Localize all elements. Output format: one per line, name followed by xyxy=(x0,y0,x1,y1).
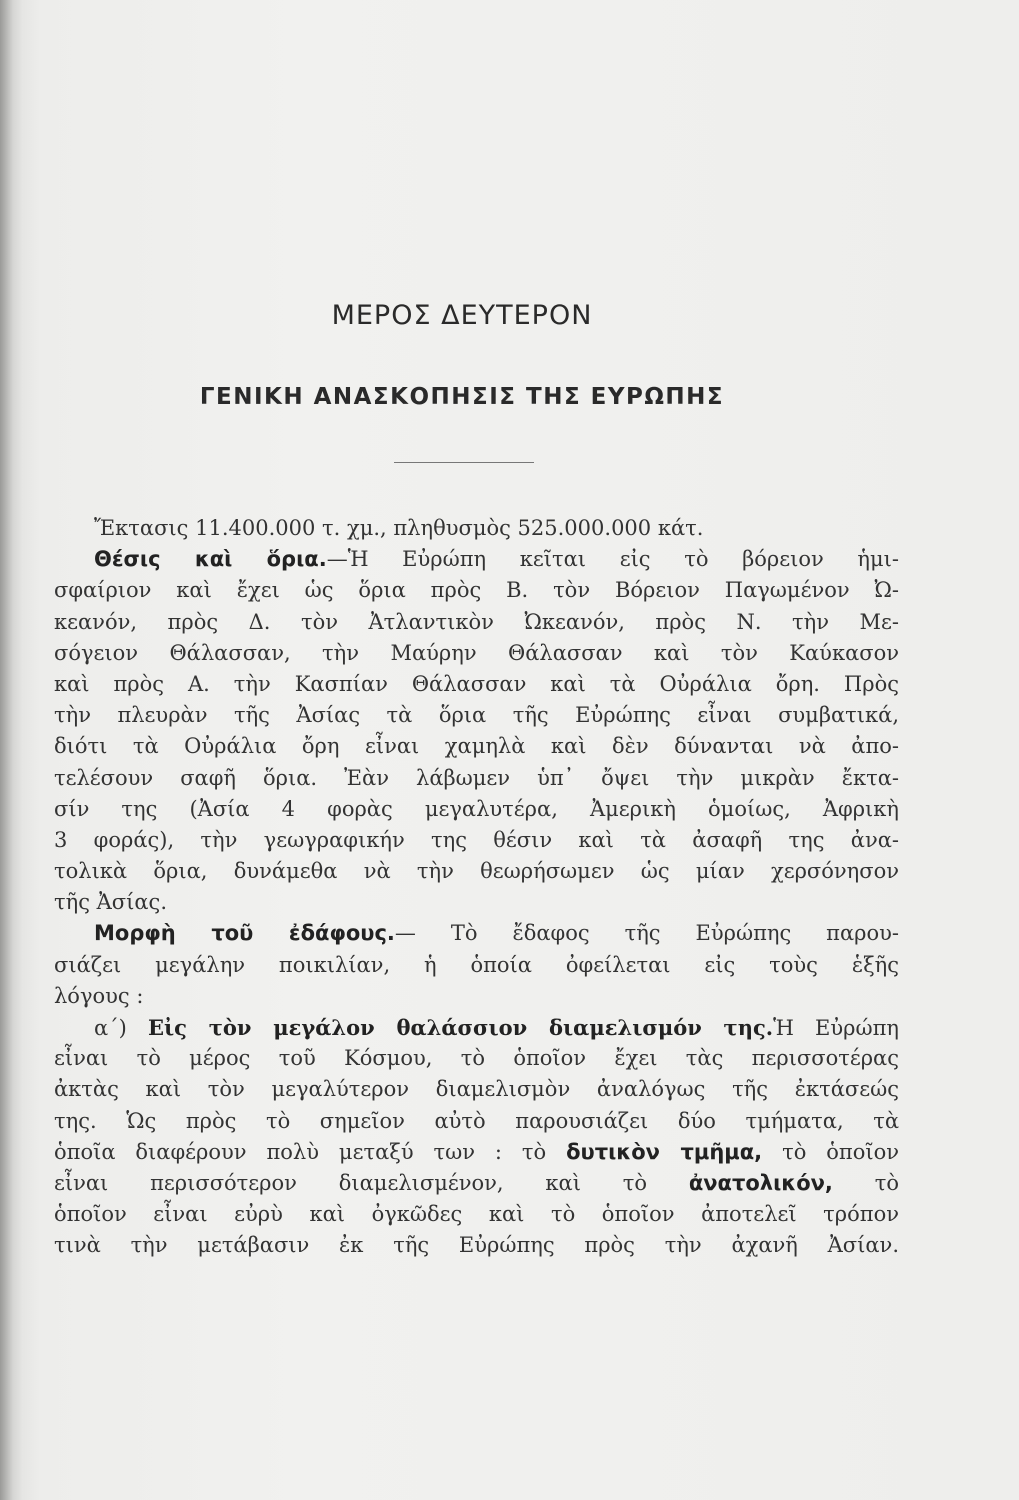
body-text xyxy=(54,513,899,1262)
part-title: ΜΕΡΟΣ ΔΕΥΤΕΡΟΝ xyxy=(331,300,593,331)
list-marker: α´) xyxy=(94,1016,127,1040)
emphasis-eastern-part: ἀνατολικόν, xyxy=(688,1170,833,1195)
emphasis-western-part: δυτικὸν τμῆμα, xyxy=(566,1139,763,1164)
paragraph-line: σφαίριον καὶ ἔχει ὡς ὅρια πρὸς Β. τὸν Βόρειον Παγωμένον Ὠ- xyxy=(54,578,899,603)
paragraph-line: τολικὰ ὅρια, δυνάμεθα νὰ τὴν θεωρήσωμεν ὡς μίαν χερσόνησον xyxy=(54,859,899,884)
section-heading-position: Θέσις καὶ ὅρια. xyxy=(94,547,327,572)
paragraph-line: διότι τὰ Οὐράλια ὄρη εἶναι χαμηλὰ καὶ δὲν δύνανται νὰ ἀπο- xyxy=(54,734,899,759)
paragraph-line: Θέσις καὶ ὅρια.—Ἡ Εὐρώπη κεῖται εἰς τὸ βόρειον ἡμι- xyxy=(94,547,899,572)
paragraph-line: κεανόν, πρὸς Δ. τὸν Ἀτλαντικὸν Ὠκεανόν, πρὸς Ν. τὴν Με- xyxy=(54,609,899,634)
paragraph-line: λόγους : xyxy=(54,983,144,1008)
paragraph-line: ὁποῖον εἶναι εὐρὺ καὶ ὀγκῶδες καὶ τὸ ὁποῖον ἀποτελεῖ τρόπον xyxy=(54,1202,899,1227)
chapter-title: ΓΕΝΙΚΗ ΑΝΑΣΚΟΠΗΣΙΣ ΤΗΣ ΕΥΡΩΠΗΣ xyxy=(199,384,725,410)
paragraph-line: τινὰ τὴν μετάβασιν ἐκ τῆς Εὐρώπης πρὸς τὴν ἀχανῆ Ἀσίαν. xyxy=(54,1233,899,1258)
subsection-heading-coastline: Εἰς τὸν μεγάλον θαλάσσιον διαμελισμόν της. xyxy=(148,1015,774,1040)
paragraph-line: Μορφὴ τοῦ ἐδάφους.— Τὸ ἔδαφος τῆς Εὐρώπης παρου- xyxy=(94,921,900,946)
paragraph-line: τελέσουν σαφῆ ὅρια. Ἐὰν λάβωμεν ὑπ᾽ ὄψει τὴν μικρὰν ἔκτα- xyxy=(54,765,899,790)
paragraph-line: σιάζει μεγάλην ποικιλίαν, ἡ ὁποία ὀφείλεται εἰς τοὺς ἑξῆς xyxy=(54,952,899,977)
paragraph-line: α´) Εἰς τὸν μεγάλον θαλάσσιον διαμελισμόν της.Ἡ Εὐρώπη xyxy=(94,1015,899,1040)
paragraph-line: ὁποῖα διαφέρουν πολὺ μεταξύ των : τὸ δυτικὸν τμῆμα, τὸ ὁποῖον xyxy=(54,1139,899,1164)
paragraph-line: σόγειον Θάλασσαν, τὴν Μαύρην Θάλασσαν καὶ τὸν Καύκασον xyxy=(54,640,899,665)
section-heading-terrain: Μορφὴ τοῦ ἐδάφους. xyxy=(94,921,395,946)
title-divider xyxy=(394,462,534,463)
paragraph-line: σίν της (Ἀσία 4 φορὰς μεγαλυτέρα, Ἀμερικὴ ὁμοίως, Ἀφρικὴ xyxy=(54,796,899,821)
paragraph-line: τῆς Ἀσίας. xyxy=(54,890,167,915)
binding-shadow xyxy=(0,0,22,1500)
paragraph-line: της. Ὡς πρὸς τὸ σημεῖον αὐτὸ παρουσιάζει δύο τμήματα, τὰ xyxy=(54,1108,899,1133)
paragraph-line: ἀκτὰς καὶ τὸν μεγαλύτερον διαμελισμὸν ἀναλόγως τῆς ἐκτάσεώς xyxy=(54,1077,899,1102)
paragraph-line: εἶναι τὸ μέρος τοῦ Κόσμου, τὸ ὁποῖον ἔχει τὰς περισσοτέρας xyxy=(54,1046,899,1071)
area-population-line: Ἔκτασις 11.400.000 τ. χμ., πληθυσμὸς 525.000.000 κάτ. xyxy=(94,516,704,540)
paragraph-line: 3 φοράς), τὴν γεωγραφικήν της θέσιν καὶ τὰ ἀσαφῆ της ἀνα- xyxy=(54,827,899,852)
paragraph-line: εἶναι περισσότερον διαμελισμένον, καὶ τὸ ἀνατολικόν, τὸ xyxy=(54,1170,899,1195)
paragraph-line: καὶ πρὸς Α. τὴν Κασπίαν Θάλασσαν καὶ τὰ Οὐράλια ὄρη. Πρὸς xyxy=(54,671,899,696)
paragraph-line: τὴν πλευρὰν τῆς Ἀσίας τὰ ὅρια τῆς Εὐρώπης εἶναι συμβατικά, xyxy=(54,703,899,728)
